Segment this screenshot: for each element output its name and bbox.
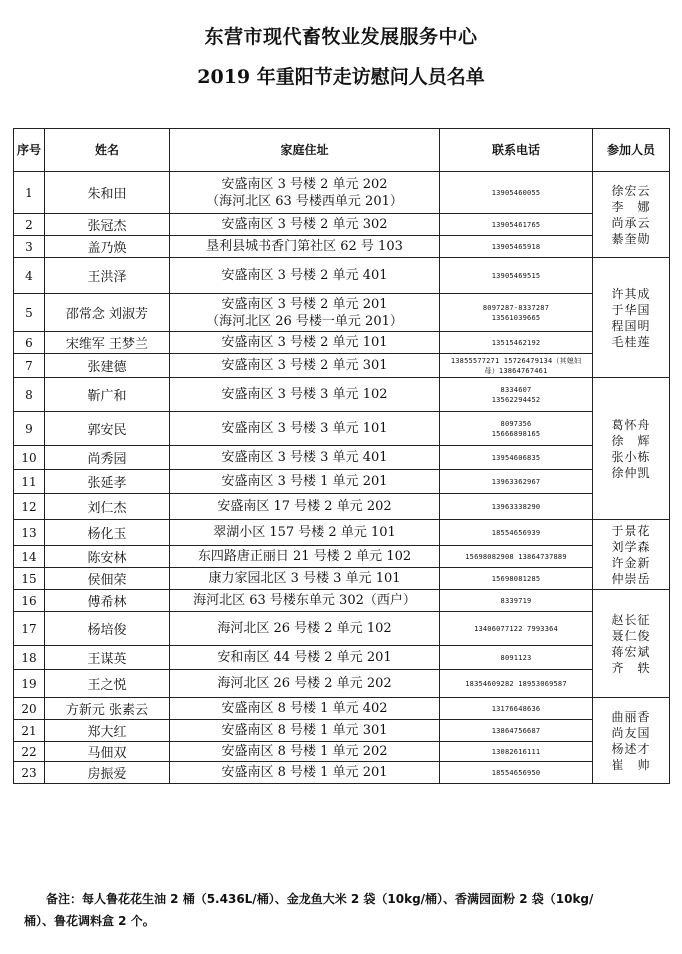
phone-line-secondary: 母）13864767461 (484, 366, 548, 375)
phone-line: 13963338290 (491, 502, 541, 511)
phone-number (440, 332, 593, 354)
row-number: 22 (14, 742, 45, 762)
resident-name: 张冠杰 (45, 214, 170, 236)
resident-name: 杨化玉 (45, 520, 170, 546)
document-subtitle: 2019 年重阳节走访慰问人员名单 (197, 66, 485, 88)
resident-name: 朱和田 (45, 172, 170, 214)
column-header-name: 姓名 (45, 129, 170, 172)
table-row (14, 446, 670, 470)
table-row (14, 698, 670, 720)
table-row (14, 646, 670, 670)
table-row (14, 378, 670, 412)
address-line: 安盛南区 3 号楼 1 单元 201 (221, 474, 388, 489)
row-number: 7 (14, 354, 45, 378)
phone-number (440, 646, 593, 670)
address-line: 安盛南区 8 号楼 1 单元 201 (221, 765, 388, 780)
resident-name: 房振爱 (45, 762, 170, 784)
phone-line: 13864756687 (491, 726, 541, 735)
phone-number (440, 172, 593, 214)
address-line: 安盛南区 3 号楼 2 单元 201 (221, 296, 388, 312)
resident-name: 靳广和 (45, 378, 170, 412)
document-title: 东营市现代畜牧业发展服务中心 (204, 26, 478, 48)
row-number: 1 (14, 172, 45, 214)
member-name: 于华国 (611, 302, 651, 317)
address-line: 康力家园北区 3 号楼 3 单元 101 (208, 571, 401, 586)
phone-line: 8097287-8337287 (482, 303, 550, 312)
member-name: 刘学森 (611, 539, 651, 554)
address-line: 海河北区 63 号楼东单元 302（西户） (193, 593, 416, 608)
member-name: 张小栋 (611, 449, 651, 464)
table-row (14, 412, 670, 446)
table-row (14, 354, 670, 378)
phone-line: 13905465918 (491, 242, 541, 251)
phone-line-secondary: 13562294452 (491, 395, 541, 404)
row-number: 10 (14, 446, 45, 470)
table-row (14, 520, 670, 546)
phone-line: 13406077122 7993364 (474, 624, 558, 633)
member-name: 程国明 (611, 318, 651, 333)
member-name: 曲丽香 (611, 709, 651, 724)
member-name: 尚友国 (611, 725, 651, 740)
address-line: 安盛南区 8 号楼 1 单元 301 (221, 723, 388, 738)
column-header-no: 序号 (14, 129, 45, 172)
column-header-address: 家庭住址 (170, 129, 440, 172)
phone-line: 13855577271 15726479134（其媳妇 (450, 356, 582, 365)
member-name: 崔 帅 (611, 757, 651, 772)
resident-name: 邵常念 刘淑芳 (45, 294, 170, 332)
member-name: 齐 轶 (611, 660, 651, 675)
phone-number (440, 520, 593, 546)
table-row (14, 294, 670, 332)
resident-name: 王之悦 (45, 670, 170, 698)
table-body (14, 172, 670, 784)
home-address (170, 258, 440, 294)
home-address (170, 762, 440, 784)
resident-name: 郭安民 (45, 412, 170, 446)
resident-name: 马佃双 (45, 742, 170, 762)
member-name: 蒋宏斌 (611, 644, 651, 659)
phone-line: 8091123 (500, 653, 532, 662)
resident-name: 郑大红 (45, 720, 170, 742)
table-row (14, 568, 670, 590)
phone-number (440, 590, 593, 612)
phone-number (440, 258, 593, 294)
table-row (14, 332, 670, 354)
footnote-line-1: 备注：每人鲁花花生油 2 桶（5.436L/桶）、金龙鱼大米 2 袋（10kg/桶）、香满园面粉 2 袋（10kg/ (46, 892, 594, 906)
phone-line: 13905461765 (491, 220, 541, 229)
member-name: 许金新 (611, 555, 651, 570)
row-number: 15 (14, 568, 45, 590)
phone-line: 15698081285 (491, 574, 541, 583)
resident-name: 张延孝 (45, 470, 170, 494)
home-address (170, 354, 440, 378)
phone-line: 13082616111 (491, 747, 541, 756)
home-address (170, 568, 440, 590)
address-line: 安盛南区 3 号楼 2 单元 401 (221, 268, 388, 283)
phone-line: 13905469515 (491, 271, 541, 280)
address-line: 翠湖小区 157 号楼 2 单元 101 (213, 525, 396, 540)
home-address (170, 590, 440, 612)
home-address (170, 294, 440, 332)
resident-name: 盖乃焕 (45, 236, 170, 258)
visiting-members (593, 378, 670, 520)
phone-number (440, 294, 593, 332)
visit-list-table (13, 128, 670, 784)
phone-number (440, 698, 593, 720)
resident-name: 傅希林 (45, 590, 170, 612)
phone-number (440, 612, 593, 646)
table-row (14, 236, 670, 258)
phone-number (440, 214, 593, 236)
phone-line: 18554656950 (491, 768, 541, 777)
phone-number (440, 670, 593, 698)
member-name: 毛桂莲 (611, 334, 651, 349)
address-line: 安盛南区 3 号楼 3 单元 401 (221, 450, 388, 465)
resident-name: 方新元 张素云 (45, 698, 170, 720)
address-line: 安盛南区 3 号楼 2 单元 302 (221, 217, 388, 232)
row-number: 6 (14, 332, 45, 354)
address-line: 安盛南区 3 号楼 3 单元 102 (221, 387, 388, 402)
row-number: 16 (14, 590, 45, 612)
row-number: 14 (14, 546, 45, 568)
row-number: 4 (14, 258, 45, 294)
member-name: 徐宏云 (611, 183, 651, 198)
phone-line: 15698082908 13864737889 (465, 552, 567, 561)
address-line: 安盛南区 3 号楼 3 单元 101 (221, 421, 388, 436)
table-row (14, 670, 670, 698)
phone-line-secondary: 15666898165 (491, 429, 541, 438)
home-address (170, 236, 440, 258)
address-line: 海河北区 26 号楼 2 单元 202 (217, 676, 392, 691)
phone-line: 18554656939 (491, 528, 541, 537)
resident-name: 侯佃荣 (45, 568, 170, 590)
address-line: 安盛南区 3 号楼 2 单元 202 (221, 176, 388, 192)
row-number: 20 (14, 698, 45, 720)
phone-line: 18354609282 18953069587 (465, 679, 567, 688)
footnote (24, 888, 664, 932)
column-header-phone: 联系电话 (440, 129, 593, 172)
table-row (14, 612, 670, 646)
row-number: 3 (14, 236, 45, 258)
home-address (170, 332, 440, 354)
resident-name: 刘仁杰 (45, 494, 170, 520)
phone-line: 13963362967 (491, 477, 541, 486)
footnote-line-2: 桶）、鲁花调料盒 2 个。 (24, 914, 155, 928)
phone-number (440, 546, 593, 568)
home-address (170, 470, 440, 494)
member-name: 綦奎勋 (611, 231, 651, 246)
home-address (170, 172, 440, 214)
row-number: 12 (14, 494, 45, 520)
phone-line: 13176648636 (491, 704, 541, 713)
home-address (170, 546, 440, 568)
phone-line: 8339719 (500, 596, 532, 605)
table-row (14, 762, 670, 784)
phone-line: 8334607 (500, 385, 532, 394)
phone-number (440, 568, 593, 590)
phone-number (440, 762, 593, 784)
address-line-secondary: （海河北区 63 号楼西单元 201） (206, 193, 403, 209)
table-row (14, 258, 670, 294)
resident-name: 王洪泽 (45, 258, 170, 294)
member-name: 仲崇岳 (611, 571, 651, 586)
member-name: 葛怀舟 (611, 417, 651, 432)
home-address (170, 698, 440, 720)
member-name: 许其成 (611, 286, 651, 301)
phone-number (440, 446, 593, 470)
phone-number (440, 742, 593, 762)
visiting-members (593, 590, 670, 698)
row-number: 18 (14, 646, 45, 670)
member-name: 赵长征 (611, 612, 651, 627)
member-name: 聂仁俊 (611, 628, 651, 643)
table-row (14, 470, 670, 494)
row-number: 11 (14, 470, 45, 494)
address-line: 安盛南区 17 号楼 2 单元 202 (217, 499, 392, 514)
visiting-members (593, 698, 670, 784)
home-address (170, 646, 440, 670)
home-address (170, 412, 440, 446)
address-line: 海河北区 26 号楼 2 单元 102 (217, 621, 392, 636)
address-line: 安盛南区 8 号楼 1 单元 402 (221, 701, 388, 716)
member-name: 徐 辉 (611, 433, 651, 448)
row-number: 9 (14, 412, 45, 446)
phone-line-secondary: 13561039665 (491, 313, 541, 322)
home-address (170, 670, 440, 698)
table-row (14, 720, 670, 742)
phone-number (440, 378, 593, 412)
address-line: 安和南区 44 号楼 2 单元 201 (217, 650, 392, 665)
home-address (170, 520, 440, 546)
home-address (170, 214, 440, 236)
table-row (14, 546, 670, 568)
home-address (170, 720, 440, 742)
phone-line: 13954606835 (491, 453, 541, 462)
phone-number (440, 236, 593, 258)
phone-line: 13905460055 (491, 188, 541, 197)
address-line: 安盛南区 3 号楼 2 单元 301 (221, 358, 388, 373)
home-address (170, 612, 440, 646)
row-number: 17 (14, 612, 45, 646)
address-line: 安盛南区 8 号楼 1 单元 202 (221, 744, 388, 759)
visiting-members (593, 172, 670, 258)
home-address (170, 742, 440, 762)
phone-number (440, 354, 593, 378)
column-header-members: 参加人员 (593, 129, 670, 172)
phone-number (440, 720, 593, 742)
table-header-row (14, 129, 670, 172)
row-number: 8 (14, 378, 45, 412)
resident-name: 宋维军 王梦兰 (45, 332, 170, 354)
member-name: 尚承云 (611, 215, 651, 230)
resident-name: 尚秀园 (45, 446, 170, 470)
row-number: 23 (14, 762, 45, 784)
member-name: 李 娜 (611, 199, 651, 214)
phone-number (440, 412, 593, 446)
address-line: 垦利县城书香门第社区 62 号 103 (206, 239, 403, 254)
phone-number (440, 494, 593, 520)
phone-line: 13515462192 (491, 338, 541, 347)
table-row (14, 494, 670, 520)
member-name: 杨述才 (611, 741, 651, 756)
phone-line: 8097356 (500, 419, 532, 428)
address-line-secondary: （海河北区 26 号楼一单元 201） (206, 313, 403, 329)
resident-name: 张建德 (45, 354, 170, 378)
table-row (14, 742, 670, 762)
home-address (170, 446, 440, 470)
phone-number (440, 470, 593, 494)
row-number: 19 (14, 670, 45, 698)
row-number: 13 (14, 520, 45, 546)
address-line: 东四路唐正丽日 21 号楼 2 单元 102 (197, 549, 412, 564)
visiting-members (593, 520, 670, 590)
table-row (14, 590, 670, 612)
member-name: 徐仲凯 (611, 465, 651, 480)
table-row (14, 172, 670, 214)
address-line: 安盛南区 3 号楼 2 单元 101 (221, 335, 388, 350)
resident-name: 王谋英 (45, 646, 170, 670)
member-name: 于景花 (611, 523, 651, 538)
row-number: 2 (14, 214, 45, 236)
visiting-members (593, 258, 670, 378)
row-number: 21 (14, 720, 45, 742)
home-address (170, 494, 440, 520)
resident-name: 杨培俊 (45, 612, 170, 646)
home-address (170, 378, 440, 412)
row-number: 5 (14, 294, 45, 332)
table-row (14, 214, 670, 236)
resident-name: 陈安林 (45, 546, 170, 568)
